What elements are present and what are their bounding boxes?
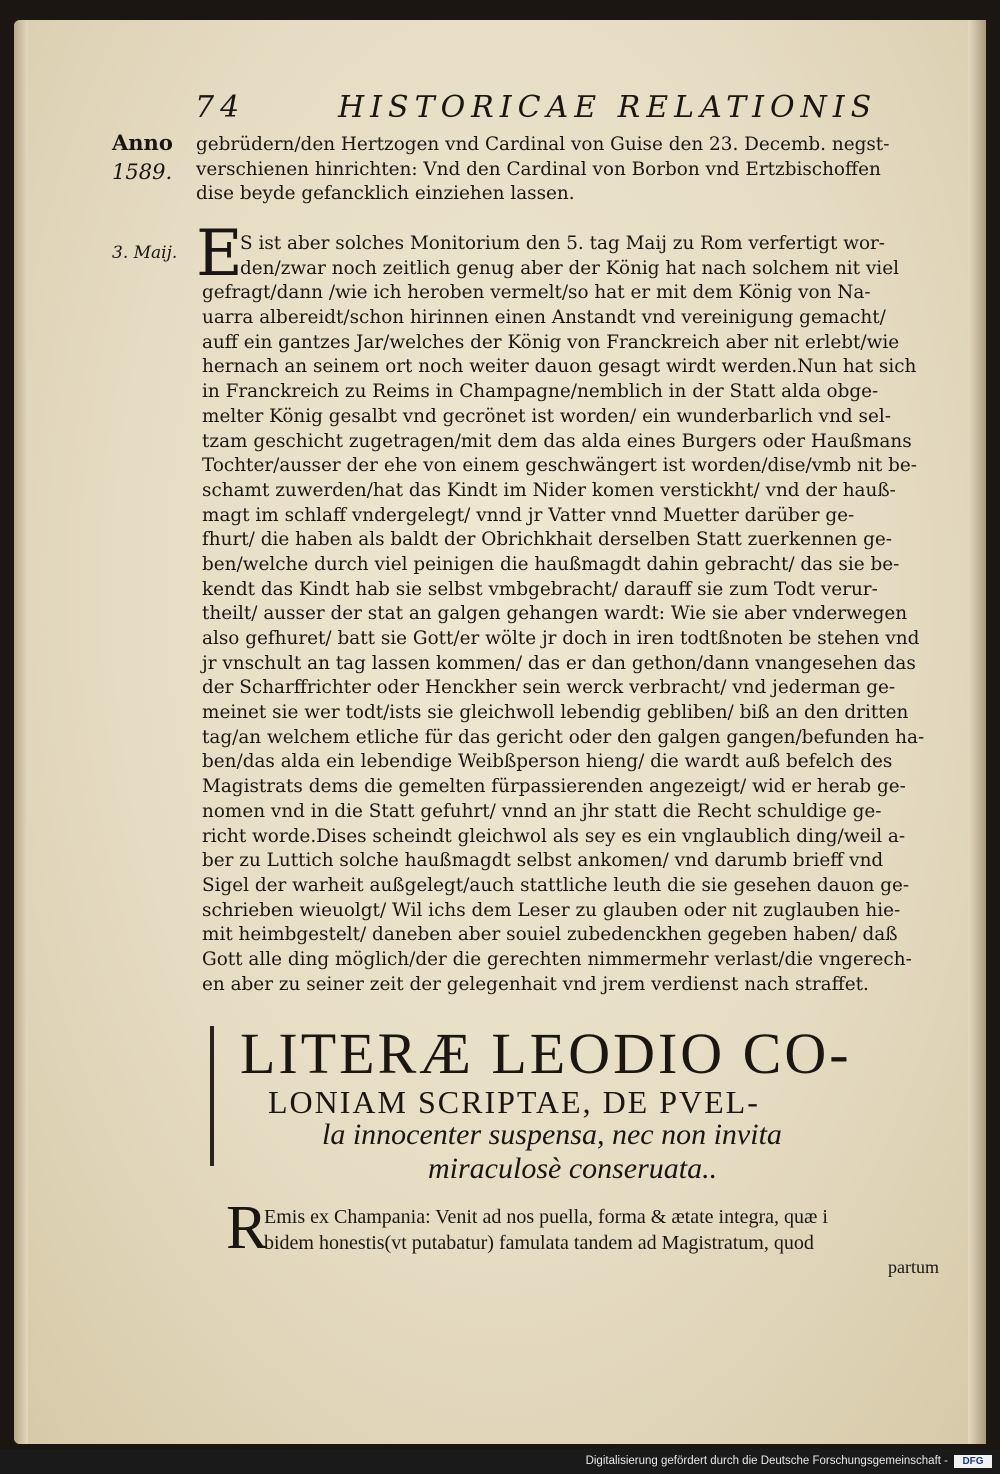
text-line: schrieben wieuolgt/ Wil ichs dem Leser zu glauben oder nit zuglauben hie-: [202, 899, 901, 921]
latin-heading-line4: miraculosè conseruata..: [428, 1152, 718, 1185]
text-line: Magistrats dems die gemelten fürpassierenden angezeigt/ wid er herab ge-: [202, 776, 906, 798]
text-line: mit heimbgestelt/ daneben aber souiel zubedenckhen gegeben haben/ daß: [202, 924, 898, 946]
dfg-logo: DFG: [954, 1455, 992, 1468]
page-number: 74: [195, 90, 246, 125]
margin-anno-year: 1589.: [112, 160, 173, 184]
text-line: fhurt/ die haben als baldt der Obrichkhait derselben Statt zuerkennen ge-: [202, 529, 892, 551]
text-line: hernach an seinem ort noch weiter dauon gesagt wirdt werden.Nun hat sich: [202, 356, 917, 378]
text-line: kendt das Kindt hab sie selbst vmbgebracht/ darauff sie zum Todt verur-: [202, 578, 878, 600]
text-line: nomen vnd in die Statt gefuhrt/ vnnd an jhr statt die Recht schuldige ge-: [202, 800, 882, 822]
digitization-footer: [0, 1449, 1000, 1474]
text-line: also gefhuret/ batt sie Gott/er wölte jr doch in iren todtßnoten be stehen vnd: [202, 628, 920, 649]
latin-heading-line3: la innocenter suspensa, nec non invita: [322, 1118, 782, 1151]
intro-text: [196, 133, 889, 207]
text-line: meinet sie wer todt/ists sie gleichwoll lebendig gebliben/ biß an den dritten: [202, 702, 909, 724]
text-line: en aber zu seiner zeit der gelegenhait vnd jrem verdienst nach straffet.: [202, 973, 869, 995]
text-line: jr vnschult an tag lassen kommen/ das er dan gethon/dann vnangesehen das: [202, 652, 916, 674]
text-line: melter König gesalbt vnd gecrönet ist worden/ ein wunderbarlich vnd sel-: [202, 405, 891, 427]
text-line: dise beyde gefancklich einziehen lassen.: [196, 183, 575, 205]
text-line: ben/welche durch viel peinigen die haußmagdt dahin gebracht/ das sie be-: [202, 553, 900, 575]
text-line: gefragt/dann /wie ich heroben vermelt/so hat er mit dem König von Na-: [202, 282, 871, 304]
latin-paragraph: [264, 1204, 828, 1256]
text-line: der Scharffrichter oder Henckher sein werck verbracht/ vnd jederman ge-: [202, 677, 896, 699]
text-line: Sigel der warheit außgelegt/auch stattliche leuth die sie gesehen dauon ge-: [202, 874, 910, 896]
text-line: verschienen hinrichten: Vnd den Cardinal von Borbon vnd Ertzbischoffen: [196, 158, 881, 180]
text-line: Emis ex Champania: Venit ad nos puella, forma & ætate integra, quæ i: [264, 1206, 828, 1228]
text-line: tzam geschicht zugetragen/mit dem das alda eines Burgers oder Haußmans: [202, 430, 912, 452]
text-line: Tochter/ausser der ehe von einem geschwängert ist worden/dise/vmb nit be-: [202, 455, 917, 477]
page-edge-left: [14, 20, 28, 1444]
text-line: uarra albereidt/schon hirinnen einen Anstandt vnd vereinigung gemacht/: [202, 307, 886, 329]
drop-cap-r: R: [226, 1194, 268, 1262]
text-line: theilt/ ausser der stat an galgen gehangen wardt: Wie sie aber vnderwegen: [202, 603, 908, 625]
text-line: tag/an welchem etliche für das gericht oder den galgen gangen/befunden ha-: [202, 726, 925, 748]
text-line: ber zu Luttich solche haußmagdt selbst ankomen/ vnd darumb brieff vnd: [202, 850, 884, 872]
text-line: in Franckreich zu Reims in Champagne/nemblich in der Statt alda obge-: [202, 381, 879, 403]
drop-cap-e: E: [196, 217, 243, 291]
text-line: Gott alle ding möglich/der die gerechten nimmermehr verlast/die vngerech-: [202, 948, 912, 970]
latin-heading-line1: LITERÆ LEODIO CO-: [240, 1021, 852, 1086]
catchword: partum: [888, 1257, 939, 1277]
text-line: S ist aber solches Monitorium den 5. tag Maij zu Rom verfertigt wor-: [240, 233, 886, 254]
footer-text: Digitalisierung gefördert durch die Deutsche Forschungsgemeinschaft -: [585, 1455, 948, 1467]
margin-date-note: 3. Maij.: [112, 243, 178, 263]
text-line: auff ein gantzes Jar/welches der König von Franckreich aber nit erlebt/wie: [202, 331, 900, 353]
main-paragraph: [202, 232, 924, 997]
heading-rule: [210, 1026, 214, 1166]
text-line: schamt zuwerden/hat das Kindt im Nider komen verstickht/ vnd der hauß-: [202, 479, 896, 501]
text-line: magt im schlaff vndergelegt/ vnnd jr Vatter vnnd Muetter darüber ge-: [202, 504, 855, 526]
text-line: den/zwar noch zeitlich genug aber der König hat nach solchem nit viel: [240, 257, 899, 279]
text-line: gebrüdern/den Hertzogen vnd Cardinal von Guise den 23. Decemb. negst-: [196, 134, 890, 155]
page-edge-right: [968, 20, 986, 1444]
margin-anno-label: Anno: [112, 130, 173, 155]
latin-heading-line2: LONIAM SCRIPTAE, DE PVEL-: [268, 1084, 760, 1120]
text-line: richt worde.Dises scheindt gleichwol als sey es ein vnglaublich ding/weil a-: [202, 825, 906, 847]
running-title: HISTORICAE RELATIONIS: [338, 90, 878, 125]
text-line: bidem honestis(vt putabatur) famulata tandem ad Magistratum, quod: [264, 1232, 814, 1254]
text-line: ben/das alda ein lebendige Weibßperson hieng/ die wardt auß befelch des: [202, 751, 893, 773]
